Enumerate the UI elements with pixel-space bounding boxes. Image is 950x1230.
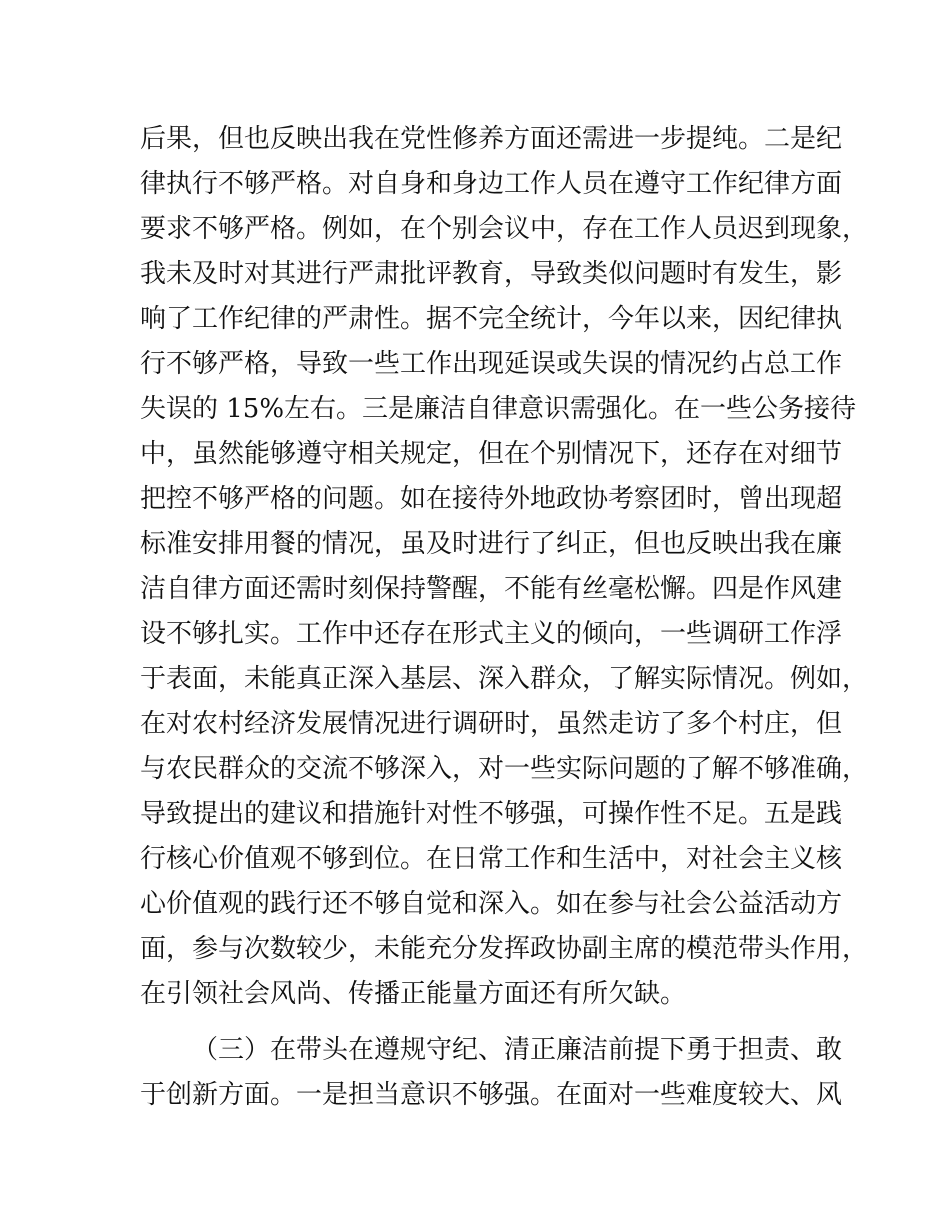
text-line: 行核心价值观不够到位。在日常工作和生活中，对社会主义核 (140, 844, 843, 874)
text-line: 标准安排用餐的情况，虽及时进行了纠正，但也反映出我在廉 (140, 529, 843, 559)
text-line: 导致提出的建议和措施针对性不够强，可操作性不足。五是践 (140, 799, 843, 829)
text-line: 把控不够严格的问题。如在接待外地政协考察团时，曾出现超 (140, 484, 843, 514)
text-line: 要求不够严格。例如，在个别会议中，存在工作人员迟到现象， (140, 214, 869, 244)
paragraph-spacing (140, 1017, 830, 1028)
text-line: 于表面，未能真正深入基层、深入群众，了解实际情况。例如， (140, 664, 869, 694)
text-line: 设不够扎实。工作中还存在形式主义的倾向，一些调研工作浮 (140, 619, 843, 649)
document-body (140, 117, 869, 1118)
text-line: 洁自律方面还需时刻保持警醒，不能有丝毫松懈。四是作风建 (140, 574, 843, 604)
text-line: 面，参与次数较少，未能充分发挥政协副主席的模范带头作用， (140, 934, 869, 964)
text-line: 心价值观的践行还不够自觉和深入。如在参与社会公益活动方 (140, 889, 843, 919)
text-line: 响了工作纪律的严肃性。据不完全统计，今年以来，因纪律执 (140, 304, 843, 334)
paragraph-section-three (140, 1028, 843, 1118)
text-line: 与农民群众的交流不够深入，对一些实际问题的了解不够准确， (140, 754, 869, 784)
text-line: 在对农村经济发展情况进行调研时，虽然走访了多个村庄，但 (140, 709, 843, 739)
text-line: 于创新方面。一是担当意识不够强。在面对一些难度较大、风 (140, 1080, 843, 1110)
text-line: 中，虽然能够遵守相关规定，但在个别情况下，还存在对细节 (140, 439, 843, 469)
text-line: 行不够严格，导致一些工作出现延误或失误的情况约占总工作 (140, 349, 843, 379)
text-line: 后果，但也反映出我在党性修养方面还需进一步提纯。二是纪 (140, 124, 843, 154)
paragraph-discipline-issues (140, 117, 869, 1017)
text-line: 我未及时对其进行严肃批评教育，导致类似问题时有发生，影 (140, 259, 843, 289)
text-line: 律执行不够严格。对自身和身边工作人员在遵守工作纪律方面 (140, 169, 843, 199)
text-line: 在引领社会风尚、传播正能量方面还有所欠缺。 (140, 979, 687, 1009)
text-line: 失误的 15%左右。三是廉洁自律意识需强化。在一些公务接待 (140, 394, 857, 424)
section-heading-line: （三）在带头在遵规守纪、清正廉洁前提下勇于担责、敢 (192, 1035, 843, 1065)
